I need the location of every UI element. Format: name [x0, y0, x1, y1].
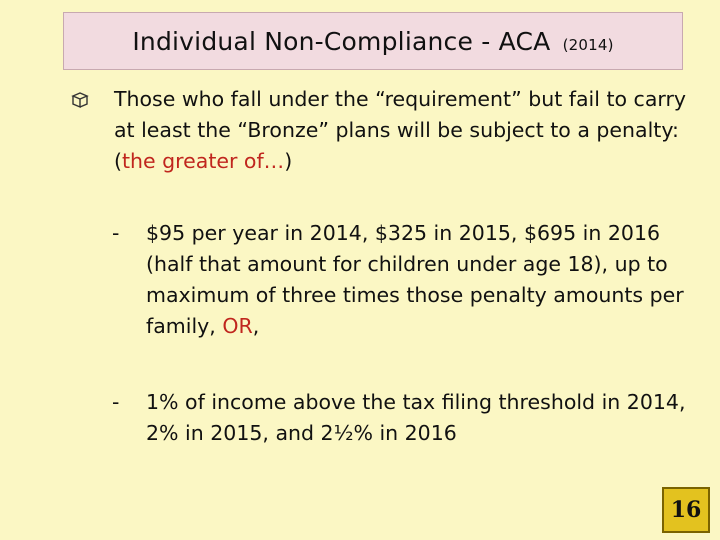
- main-bullet-text-after: ): [284, 149, 293, 173]
- title-year: (2014): [562, 35, 614, 54]
- sub-item-text: [146, 218, 692, 342]
- main-bullet-text-before: Those who fall under the “requirement” but fail to carry at least the “Bronze” plans will be subject to a penalty: (: [114, 87, 687, 173]
- sub-item-text-before: $95 per year in 2014, $325 in 2015, $695 in 2016 (half that amount for children under age 18), up to maximum of three times those penalty amounts per family,: [146, 221, 684, 338]
- sub-item-penalty-amounts: [112, 218, 692, 342]
- sub-item-dash: -: [112, 221, 120, 245]
- main-bullet: [70, 84, 700, 177]
- bullet-icon: [70, 90, 92, 110]
- page-number-badge: 16: [662, 487, 710, 533]
- slide-title: [132, 27, 613, 56]
- sub-item-highlight: OR: [222, 314, 253, 338]
- sub-item-text: 1% of income above the tax filing threshold in 2014, 2% in 2015, and 2½% in 2016: [146, 390, 686, 445]
- sub-item-text-after: ,: [252, 314, 260, 338]
- sub-item-dash: -: [112, 390, 120, 414]
- slide-title-box: [63, 12, 683, 70]
- main-bullet-highlight: the greater of…: [122, 149, 285, 173]
- main-bullet-text: [114, 84, 700, 177]
- title-main: Individual Non-Compliance - ACA: [132, 26, 551, 56]
- sub-item-income-percentage: [112, 387, 692, 449]
